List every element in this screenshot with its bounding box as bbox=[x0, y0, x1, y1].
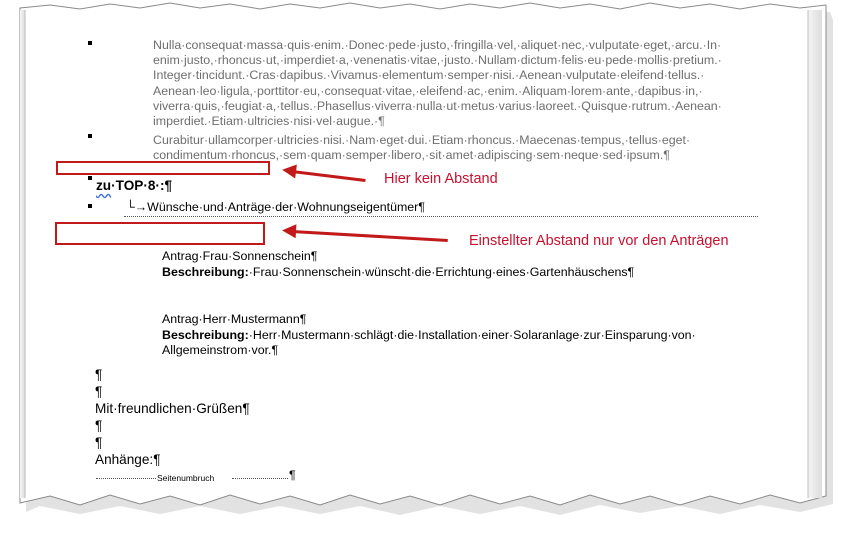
antrag-1-desc-text: ·Frau·Sonnenschein·wünscht·die·Errichtung·eines·Gartenhäuschens¶ bbox=[248, 265, 635, 279]
lorem-line: Curabitur·ullamcorper·ultricies·nisi.·Nam·eget·dui.·Etiam·rhoncus.·Maecenas·tempus,·tellus·eget· bbox=[153, 133, 691, 147]
right-margin-bar bbox=[808, 10, 822, 498]
page-break-rule-right bbox=[232, 478, 288, 479]
bullet-4 bbox=[88, 204, 92, 208]
antrag-1-title: Antrag·Frau·Sonnenschein¶ bbox=[162, 249, 318, 263]
annotation-no-spacing: Hier kein Abstand bbox=[384, 171, 498, 187]
left-margin-bar bbox=[20, 10, 25, 498]
antrag-2-desc-label: Beschreibung: bbox=[162, 328, 249, 342]
wishes-line: └→Wünsche·und·Anträge·der·Wohnungseigentümer¶ bbox=[126, 200, 425, 214]
tab-leader-rule bbox=[124, 216, 758, 217]
antrag-2-description bbox=[162, 328, 696, 343]
antrag-1-desc-label: Beschreibung: bbox=[162, 265, 249, 279]
top-heading-rest: ·TOP·8·:¶ bbox=[111, 178, 173, 193]
empty-paragraph: ¶ bbox=[95, 367, 103, 382]
antrag-2-title: Antrag·Herr·Mustermann¶ bbox=[162, 312, 307, 326]
highlight-box-spacing bbox=[55, 222, 265, 245]
attachments-label: Anhänge:¶ bbox=[95, 452, 161, 467]
bullet-1 bbox=[88, 41, 92, 45]
annotation-spacing-before-motions: Einstellter Abstand nur vor den Anträgen bbox=[469, 233, 729, 249]
antrag-2-desc-text: ·Herr·Mustermann·schlägt·die·Installation·einer·Solaranlage·zur·Einsparung·von· bbox=[248, 328, 696, 342]
page-break-pilcrow: ¶ bbox=[289, 468, 296, 482]
antrag-1-description bbox=[162, 265, 634, 280]
page-break-rule-left bbox=[96, 478, 156, 479]
lorem-line: enim·justo,·rhoncus·ut,·imperdiet·a,·venenatis·vitae,·justo.·Nullam·dictum·felis·eu·pede·mollis·pretium.· bbox=[153, 53, 722, 67]
empty-paragraph: ¶ bbox=[95, 384, 103, 399]
lorem-line: Integer·tincidunt.·Cras·dapibus.·Vivamus·elementum·semper·nisi.·Aenean·vulputate·eleifend·tellus.· bbox=[153, 68, 705, 82]
bullet-2 bbox=[88, 134, 92, 138]
empty-paragraph: ¶ bbox=[95, 435, 103, 450]
empty-paragraph: ¶ bbox=[95, 418, 103, 433]
highlight-box-no-spacing bbox=[56, 161, 270, 175]
lorem-line: Nulla·consequat·massa·quis·enim.·Donec·pede·justo,·fringilla·vel,·aliquet·nec,·vulputate·eget,·arcu.·In· bbox=[153, 38, 722, 52]
page-break-label: Seitenumbruch bbox=[157, 473, 215, 483]
lorem-line: condimentum·rhoncus,·sem·quam·semper·libero,·sit·amet·adipiscing·sem·neque·sed·ipsum.¶ bbox=[153, 148, 670, 162]
lorem-line: Aenean·leo·ligula,·porttitor·eu,·consequat·vitae,·eleifend·ac,·enim.·Aliquam·lorem·ante,·dapibus·in,· bbox=[153, 84, 703, 98]
top-heading-zu: zu bbox=[96, 178, 112, 193]
closing-greeting: Mit·freundlichen·Grüßen¶ bbox=[95, 401, 250, 416]
lorem-line: viverra·quis,·feugiat·a,·tellus.·Phasellus·viverra·nulla·ut·metus·varius·laoreet.·Quisque·rutrum.·Aenean· bbox=[153, 99, 722, 113]
antrag-2-description-cont: Allgemeinstrom·vor.¶ bbox=[162, 343, 279, 357]
top-heading bbox=[96, 177, 172, 195]
bullet-3 bbox=[88, 176, 92, 180]
lorem-line: imperdiet.·Etiam·ultricies·nisi·vel·augue.·¶ bbox=[153, 114, 385, 128]
